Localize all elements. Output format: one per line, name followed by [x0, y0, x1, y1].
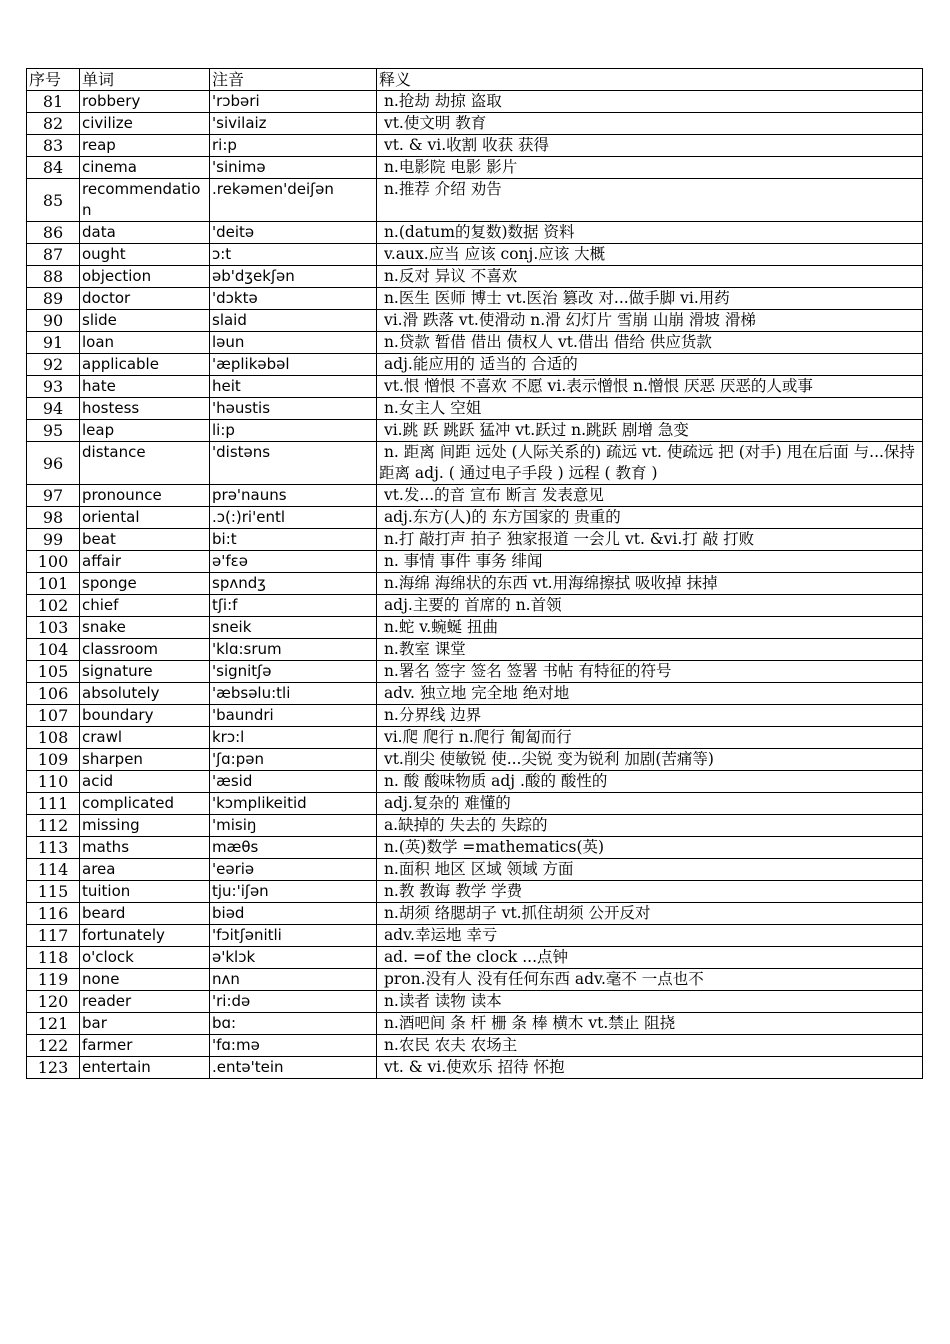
row-definition: vi.跳 跃 跳跃 猛冲 vt.跃过 n.跳跃 剧增 急变 [377, 420, 923, 442]
row-number: 99 [27, 529, 80, 551]
row-phonetic: 'ri:də [210, 991, 377, 1013]
table-row [27, 837, 923, 859]
row-word: leap [80, 420, 210, 442]
row-number: 103 [27, 617, 80, 639]
header-def: 释义 [377, 69, 923, 91]
row-word: maths [80, 837, 210, 859]
row-phonetic: .rekəmen'deiʃən [210, 179, 377, 222]
row-definition: n.打 敲打声 拍子 独家报道 一会儿 vt. &vi.打 敲 打败 [377, 529, 923, 551]
row-definition: n.海绵 海绵状的东西 vt.用海绵擦拭 吸收掉 抹掉 [377, 573, 923, 595]
row-definition: adv.幸运地 幸亏 [377, 925, 923, 947]
row-word: reap [80, 135, 210, 157]
row-definition: n.反对 异议 不喜欢 [377, 266, 923, 288]
table-row [27, 442, 923, 485]
row-number: 98 [27, 507, 80, 529]
row-word: beard [80, 903, 210, 925]
row-definition: v.aux.应当 应该 conj.应该 大概 [377, 244, 923, 266]
row-word: boundary [80, 705, 210, 727]
table-row [27, 925, 923, 947]
row-phonetic: 'deitə [210, 222, 377, 244]
row-phonetic: 'æbsəlu:tli [210, 683, 377, 705]
table-row [27, 551, 923, 573]
row-definition: n.贷款 暂借 借出 债权人 vt.借出 借给 供应货款 [377, 332, 923, 354]
row-definition: n.教 教诲 教学 学费 [377, 881, 923, 903]
row-word: none [80, 969, 210, 991]
table-row [27, 793, 923, 815]
row-phonetic: ə'klɔk [210, 947, 377, 969]
row-word: chief [80, 595, 210, 617]
row-number: 94 [27, 398, 80, 420]
row-phonetic: ɔ:t [210, 244, 377, 266]
row-number: 111 [27, 793, 80, 815]
row-definition: a.缺掉的 失去的 失踪的 [377, 815, 923, 837]
row-phonetic: heit [210, 376, 377, 398]
row-phonetic: sneik [210, 617, 377, 639]
table-row [27, 683, 923, 705]
table-row [27, 969, 923, 991]
row-word: signature [80, 661, 210, 683]
row-phonetic: nʌn [210, 969, 377, 991]
row-number: 114 [27, 859, 80, 881]
row-number: 93 [27, 376, 80, 398]
row-definition: vi.爬 爬行 n.爬行 匍匐而行 [377, 727, 923, 749]
row-number: 113 [27, 837, 80, 859]
table-row [27, 573, 923, 595]
row-number: 105 [27, 661, 80, 683]
row-word: snake [80, 617, 210, 639]
row-number: 92 [27, 354, 80, 376]
row-definition: n.女主人 空姐 [377, 398, 923, 420]
row-definition: ad. =of the clock ...点钟 [377, 947, 923, 969]
row-number: 86 [27, 222, 80, 244]
table-row [27, 266, 923, 288]
row-word: reader [80, 991, 210, 1013]
row-phonetic: 'rɔbəri [210, 91, 377, 113]
row-number: 120 [27, 991, 80, 1013]
row-word: complicated [80, 793, 210, 815]
row-word: oriental [80, 507, 210, 529]
row-phonetic: mæθs [210, 837, 377, 859]
row-word: loan [80, 332, 210, 354]
row-phonetic: 'fɔitʃənitli [210, 925, 377, 947]
table-row [27, 1035, 923, 1057]
row-word: o'clock [80, 947, 210, 969]
row-phonetic: 'eəriə [210, 859, 377, 881]
row-definition: n.分界线 边界 [377, 705, 923, 727]
row-definition: n.农民 农夫 农场主 [377, 1035, 923, 1057]
row-word: missing [80, 815, 210, 837]
table-row [27, 661, 923, 683]
row-definition: n. 距离 间距 远处 (人际关系的) 疏远 vt. 使疏远 把 (对手) 甩在后面 与...保持距离 adj. ( 通过电子手段 ) 远程 ( 教育 ) [377, 442, 923, 485]
table-row [27, 398, 923, 420]
row-word: tuition [80, 881, 210, 903]
row-phonetic: 'ʃɑ:pən [210, 749, 377, 771]
row-word: hostess [80, 398, 210, 420]
row-number: 85 [27, 179, 80, 222]
row-word: robbery [80, 91, 210, 113]
row-number: 87 [27, 244, 80, 266]
row-definition: n.(datum的复数)数据 资料 [377, 222, 923, 244]
row-definition: n.胡须 络腮胡子 vt.抓住胡须 公开反对 [377, 903, 923, 925]
row-phonetic: 'distəns [210, 442, 377, 485]
table-row [27, 727, 923, 749]
row-phonetic: 'sivilaiz [210, 113, 377, 135]
row-number: 115 [27, 881, 80, 903]
row-number: 101 [27, 573, 80, 595]
table-row [27, 529, 923, 551]
row-phonetic: 'kɔmplikeitid [210, 793, 377, 815]
row-definition: n.抢劫 劫掠 盗取 [377, 91, 923, 113]
row-phonetic: tju:'iʃən [210, 881, 377, 903]
row-word: recommendation [80, 179, 210, 222]
row-word: acid [80, 771, 210, 793]
row-number: 121 [27, 1013, 80, 1035]
table-row [27, 859, 923, 881]
row-definition: n.教室 课堂 [377, 639, 923, 661]
row-definition: n.读者 读物 读本 [377, 991, 923, 1013]
row-phonetic: 'æplikəbəl [210, 354, 377, 376]
table-row [27, 1013, 923, 1035]
row-word: ought [80, 244, 210, 266]
row-number: 107 [27, 705, 80, 727]
row-word: fortunately [80, 925, 210, 947]
row-definition: n.推荐 介绍 劝告 [377, 179, 923, 222]
row-word: entertain [80, 1057, 210, 1079]
row-phonetic: tʃi:f [210, 595, 377, 617]
table-row [27, 815, 923, 837]
row-number: 100 [27, 551, 80, 573]
row-word: objection [80, 266, 210, 288]
table-row [27, 639, 923, 661]
table-row [27, 617, 923, 639]
row-number: 119 [27, 969, 80, 991]
row-phonetic: li:p [210, 420, 377, 442]
table-row [27, 991, 923, 1013]
row-definition: n. 事情 事件 事务 绯闻 [377, 551, 923, 573]
table-row [27, 332, 923, 354]
row-word: hate [80, 376, 210, 398]
row-number: 95 [27, 420, 80, 442]
row-number: 90 [27, 310, 80, 332]
vocab-table [26, 68, 923, 1079]
table-row [27, 420, 923, 442]
row-phonetic: bɑ: [210, 1013, 377, 1035]
table-row [27, 705, 923, 727]
row-phonetic: ri:p [210, 135, 377, 157]
table-row [27, 288, 923, 310]
row-phonetic: ə'fɛə [210, 551, 377, 573]
table-row [27, 244, 923, 266]
row-definition: n.酒吧间 条 杆 栅 条 棒 横木 vt.禁止 阻挠 [377, 1013, 923, 1035]
row-phonetic: 'klɑ:srum [210, 639, 377, 661]
row-number: 88 [27, 266, 80, 288]
table-row [27, 179, 923, 222]
row-number: 81 [27, 91, 80, 113]
row-definition: vt.发...的音 宣布 断言 发表意见 [377, 485, 923, 507]
row-number: 91 [27, 332, 80, 354]
row-phonetic: biəd [210, 903, 377, 925]
row-word: beat [80, 529, 210, 551]
row-number: 96 [27, 442, 80, 485]
row-phonetic: 'signitʃə [210, 661, 377, 683]
table-row [27, 157, 923, 179]
row-number: 84 [27, 157, 80, 179]
row-number: 102 [27, 595, 80, 617]
table-row [27, 947, 923, 969]
row-word: absolutely [80, 683, 210, 705]
table-row [27, 771, 923, 793]
table-header-row [27, 69, 923, 91]
row-definition: vt.恨 憎恨 不喜欢 不愿 vi.表示憎恨 n.憎恨 厌恶 厌恶的人或事 [377, 376, 923, 398]
row-definition: vt.削尖 使敏锐 使...尖锐 变为锐利 加剧(苦痛等) [377, 749, 923, 771]
row-phonetic: .entə'tein [210, 1057, 377, 1079]
row-word: slide [80, 310, 210, 332]
row-number: 89 [27, 288, 80, 310]
row-definition: n.电影院 电影 影片 [377, 157, 923, 179]
row-phonetic: 'sinimə [210, 157, 377, 179]
row-word: doctor [80, 288, 210, 310]
row-number: 118 [27, 947, 80, 969]
row-phonetic: 'dɔktə [210, 288, 377, 310]
row-definition: adj.东方(人)的 东方国家的 贵重的 [377, 507, 923, 529]
row-definition: vt. & vi.使欢乐 招待 怀抱 [377, 1057, 923, 1079]
row-phonetic: əb'dʒekʃən [210, 266, 377, 288]
row-word: civilize [80, 113, 210, 135]
row-definition: vi.滑 跌落 vt.使滑动 n.滑 幻灯片 雪崩 山崩 滑坡 滑梯 [377, 310, 923, 332]
row-number: 122 [27, 1035, 80, 1057]
row-definition: vt.使文明 教育 [377, 113, 923, 135]
row-phonetic: bi:t [210, 529, 377, 551]
row-definition: n.(英)数学 =mathematics(英) [377, 837, 923, 859]
row-number: 82 [27, 113, 80, 135]
table-row [27, 903, 923, 925]
header-word: 单词 [80, 69, 210, 91]
row-definition: n.面积 地区 区域 领域 方面 [377, 859, 923, 881]
row-word: bar [80, 1013, 210, 1035]
row-word: applicable [80, 354, 210, 376]
row-number: 106 [27, 683, 80, 705]
row-number: 117 [27, 925, 80, 947]
table-row [27, 1057, 923, 1079]
table-row [27, 310, 923, 332]
row-word: sponge [80, 573, 210, 595]
row-word: cinema [80, 157, 210, 179]
row-phonetic: .ɔ(:)ri'entl [210, 507, 377, 529]
row-definition: n.蛇 v.蜿蜒 扭曲 [377, 617, 923, 639]
row-number: 108 [27, 727, 80, 749]
row-definition: adj.复杂的 难懂的 [377, 793, 923, 815]
table-row [27, 881, 923, 903]
row-word: data [80, 222, 210, 244]
row-number: 123 [27, 1057, 80, 1079]
row-phonetic: slaid [210, 310, 377, 332]
table-row [27, 485, 923, 507]
row-definition: adj.能应用的 适当的 合适的 [377, 354, 923, 376]
row-definition: adj.主要的 首席的 n.首领 [377, 595, 923, 617]
row-definition: adv. 独立地 完全地 绝对地 [377, 683, 923, 705]
header-ipa: 注音 [210, 69, 377, 91]
row-phonetic: prə'nauns [210, 485, 377, 507]
row-definition: pron.没有人 没有任何东西 adv.毫不 一点也不 [377, 969, 923, 991]
row-number: 116 [27, 903, 80, 925]
row-phonetic: 'fɑ:mə [210, 1035, 377, 1057]
row-word: area [80, 859, 210, 881]
row-definition: n.医生 医师 博士 vt.医治 篡改 对...做手脚 vi.用药 [377, 288, 923, 310]
table-row [27, 749, 923, 771]
table-row [27, 354, 923, 376]
row-phonetic: 'baundri [210, 705, 377, 727]
table-row [27, 507, 923, 529]
row-number: 110 [27, 771, 80, 793]
row-phonetic: spʌndʒ [210, 573, 377, 595]
table-row [27, 91, 923, 113]
row-word: classroom [80, 639, 210, 661]
table-row [27, 595, 923, 617]
table-row [27, 376, 923, 398]
row-word: pronounce [80, 485, 210, 507]
row-word: crawl [80, 727, 210, 749]
row-word: affair [80, 551, 210, 573]
row-word: farmer [80, 1035, 210, 1057]
row-word: distance [80, 442, 210, 485]
row-definition: vt. & vi.收割 收获 获得 [377, 135, 923, 157]
row-phonetic: 'həustis [210, 398, 377, 420]
row-number: 97 [27, 485, 80, 507]
row-phonetic: 'æsid [210, 771, 377, 793]
row-phonetic: krɔ:l [210, 727, 377, 749]
row-phonetic: ləun [210, 332, 377, 354]
row-number: 109 [27, 749, 80, 771]
row-definition: n. 酸 酸味物质 adj .酸的 酸性的 [377, 771, 923, 793]
table-row [27, 135, 923, 157]
row-word: sharpen [80, 749, 210, 771]
row-definition: n.署名 签字 签名 签署 书帖 有特征的符号 [377, 661, 923, 683]
table-row [27, 222, 923, 244]
row-number: 83 [27, 135, 80, 157]
row-number: 104 [27, 639, 80, 661]
table-row [27, 113, 923, 135]
row-phonetic: 'misiŋ [210, 815, 377, 837]
row-number: 112 [27, 815, 80, 837]
header-num: 序号 [27, 69, 80, 91]
